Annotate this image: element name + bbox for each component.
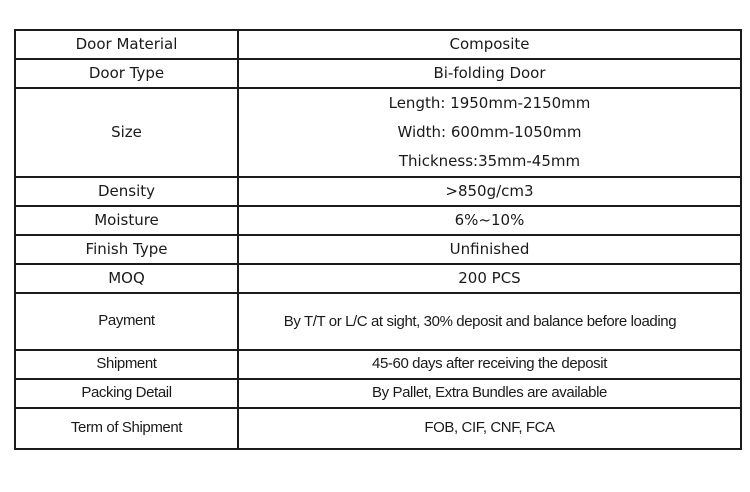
size-thickness-line: Thickness:35mm-45mm	[398, 152, 581, 170]
spec-value-moisture: 6%~10%	[238, 206, 741, 235]
table-row-moisture	[15, 206, 741, 235]
spec-value-payment	[238, 293, 741, 350]
spec-value-term-of-shipment: FOB, CIF, CNF, FCA	[238, 408, 741, 449]
spec-value-packing-detail: By Pallet, Extra Bundles are available	[238, 379, 741, 408]
spec-label-moisture: Moisture	[15, 206, 238, 235]
spec-label-packing-detail: Packing Detail	[15, 379, 238, 408]
spec-value-shipment: 45-60 days after receiving the deposit	[238, 350, 741, 379]
spec-label-door-material: Door Material	[15, 30, 238, 59]
size-width-line: Width: 600mm-1050mm	[397, 123, 582, 141]
table-row-term-of-shipment	[15, 408, 741, 449]
product-spec-table	[14, 29, 742, 450]
table-row-density	[15, 177, 741, 206]
spec-value-density: >850g/cm3	[238, 177, 741, 206]
spec-label-shipment: Shipment	[15, 350, 238, 379]
spec-value-door-type: Bi-folding Door	[238, 59, 741, 88]
spec-label-density: Density	[15, 177, 238, 206]
table-row-shipment	[15, 350, 741, 379]
spec-value-door-material: Composite	[238, 30, 741, 59]
table-row-packing-detail	[15, 379, 741, 408]
table-row-payment	[15, 293, 741, 350]
table-row-size	[15, 88, 741, 177]
payment-terms-text: By T/T or L/C at sight, 30% deposit and balance before loading	[283, 312, 677, 330]
spec-label-term-of-shipment: Term of Shipment	[15, 408, 238, 449]
spec-label-finish-type: Finish Type	[15, 235, 238, 264]
spec-value-moq: 200 PCS	[238, 264, 741, 293]
table-row-door-material	[15, 30, 741, 59]
spec-label-size: Size	[15, 88, 238, 177]
spec-label-payment: Payment	[15, 293, 238, 350]
spec-value-size	[238, 88, 741, 177]
spec-label-door-type: Door Type	[15, 59, 238, 88]
table-row-finish-type	[15, 235, 741, 264]
table-row-door-type	[15, 59, 741, 88]
spec-label-moq: MOQ	[15, 264, 238, 293]
size-length-line: Length: 1950mm-2150mm	[388, 94, 591, 112]
spec-value-finish-type: Unfinished	[238, 235, 741, 264]
table-row-moq	[15, 264, 741, 293]
